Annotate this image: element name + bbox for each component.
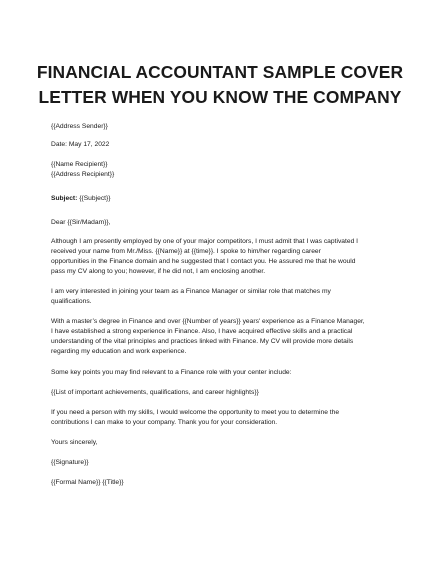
paragraph-line: qualifications. — [51, 298, 92, 306]
paragraph-line: I have established a strong experience in Finance. Also, I have acquired effective skills and a practical — [51, 328, 353, 336]
letter-date: Date: May 17, 2022 — [51, 141, 110, 149]
sender-address: {{Address Sender}} — [51, 123, 108, 130]
paragraph-4: Some key points you may find relevant to a Finance role with your center include: — [51, 368, 292, 376]
paragraph-line: contributions I can make to your company. Thank you for your consideration. — [51, 418, 278, 426]
recipient-name: {{Name Recipient}} — [51, 161, 108, 169]
signature: {{Signature}} — [51, 458, 89, 466]
paragraph-line: Although I am presently employed by one of your major competitors, I must admit that I was captivated I — [51, 237, 359, 245]
document-title — [30, 60, 410, 110]
closing: Yours sincerely, — [51, 438, 98, 446]
paragraph-line: I am very interested in joining your team as a Finance Manager or similar role that matches my — [51, 287, 331, 295]
recipient-address: {{Address Recipient}} — [51, 171, 115, 179]
letter-body — [51, 122, 396, 488]
paragraph-line: understanding of the vital principles and practices linked with Finance. My CV will provide more details — [51, 338, 354, 346]
paragraph-line: opportunities in the Finance domain and he suggested that I contact you. He assured me that he would — [51, 257, 356, 265]
subject-line — [51, 194, 396, 204]
paragraph-line: received your name from Mr./Miss. {{Name}} at {{time}}. I spoke to him/her regarding career — [51, 247, 321, 255]
formal-name: {{Formal Name}} {{Title}} — [51, 479, 124, 487]
paragraph-line: If you need a person with my skills, I would welcome the opportunity to meet you to determine the — [51, 408, 340, 416]
title-line-2: LETTER WHEN YOU KNOW THE COMPANY — [38, 87, 402, 107]
paragraph-line: regarding my education and work experience. — [51, 348, 187, 356]
paragraph-6 — [51, 408, 396, 428]
paragraph-2 — [51, 287, 396, 307]
paragraph-3 — [51, 317, 396, 357]
paragraph-line: pass my CV along to you; however, if he did not, I am enclosing another. — [51, 267, 266, 275]
title-line-1: FINANCIAL ACCOUNTANT SAMPLE COVER — [36, 62, 404, 82]
paragraph-line: With a master’s degree in Finance and over {{Number of years}} years' experience as a Finance Manager, — [51, 318, 365, 326]
paragraph-5: {{List of important achievements, qualifications, and career highlights}} — [51, 388, 259, 396]
subject-label: Subject: — [51, 195, 78, 203]
subject-value: {{Subject}} — [77, 195, 111, 203]
paragraph-1 — [51, 237, 396, 277]
salutation: Dear {{Sir/Madam}}, — [51, 219, 111, 227]
